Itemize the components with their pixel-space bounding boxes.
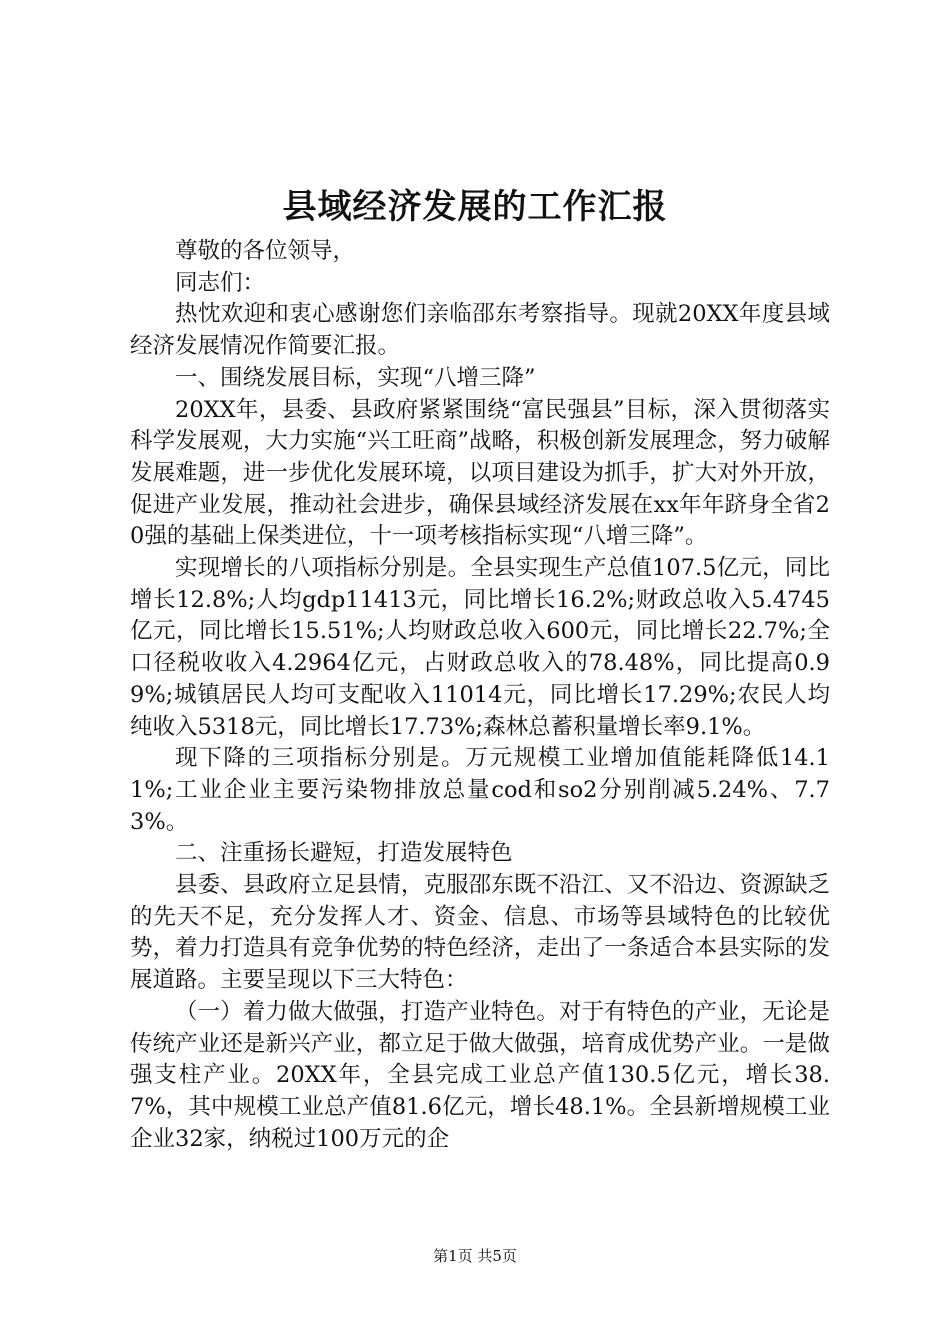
section-1-paragraph-1: 20XX年，县委、县政府紧紧围绕“富民强县”目标，深入贯彻落实科学发展观，大力实施“兴工旺商”战略，积极创新发展理念，努力破解发展难题，进一步优化发展环境，以项目建设为抓手，扩大对外开放，促进产业发展，推动社会进步，确保县域经济发展在xx年年跻身全省20强的基础上保类进位，十一项考核指标实现“八增三降”。 bbox=[130, 396, 830, 550]
section-2-paragraph-1: 县委、县政府立足县情，克服邵东既不沿江、又不沿边、资源缺乏的先天不足，充分发挥人才、资金、信息、市场等县域特色的比较优势，着力打造具有竞争优势的特色经济，走出了一条适合本县实际的发展道路。主要呈现以下三大特色： bbox=[130, 872, 830, 994]
document-body bbox=[130, 236, 830, 1155]
salutation-comrades: 同志们： bbox=[175, 269, 266, 296]
page-number: 第1页 共5页 bbox=[433, 1247, 517, 1265]
section-1-paragraph-2: 实现增长的八项指标分别是。全县实现生产总值107.5亿元，同比增长12.8%;人均gdp11413元，同比增长16.2%;财政总收入5.4745亿元，同比增长15.51%;人均财政总收入600元，同比增长22.7%;全口径税收收入4.2964亿元，占财政总收入的78.48%，同比提高0.99%;城镇居民人均可支配收入11014元，同比增长17.29%;农民人均纯收入5318元，同比增长17.73%;森林总蓄积量增长率9.1%。 bbox=[130, 555, 830, 740]
document-title: 县域经济发展的工作汇报 bbox=[282, 187, 668, 227]
section-heading-2: 二、注重扬长避短，打造发展特色 bbox=[175, 840, 513, 867]
intro-paragraph: 热忱欢迎和衷心感谢您们亲临邵东考察指导。现就20XX年度县域经济发展情况作简要汇报。 bbox=[130, 301, 830, 360]
section-1-paragraph-3: 现下降的三项指标分别是。万元规模工业增加值能耗降低14.11%;工业企业主要污染物排放总量cod和so2分别削减5.24%、7.73%。 bbox=[130, 745, 830, 835]
section-2-paragraph-2: （一）着力做大做强，打造产业特色。对于有特色的产业，无论是传统产业还是新兴产业，都立足于做大做强，培育成优势产业。一是做强支柱产业。20XX年，全县完成工业总产值130.5亿元，增长38.7%，其中规模工业总产值81.6亿元，增长48.1%。全县新增规模工业企业32家，纳税过100万元的企 bbox=[130, 998, 830, 1152]
section-heading-1: 一、围绕发展目标，实现“八增三降” bbox=[175, 364, 536, 391]
salutation-leaders: 尊敬的各位领导， bbox=[175, 238, 356, 264]
